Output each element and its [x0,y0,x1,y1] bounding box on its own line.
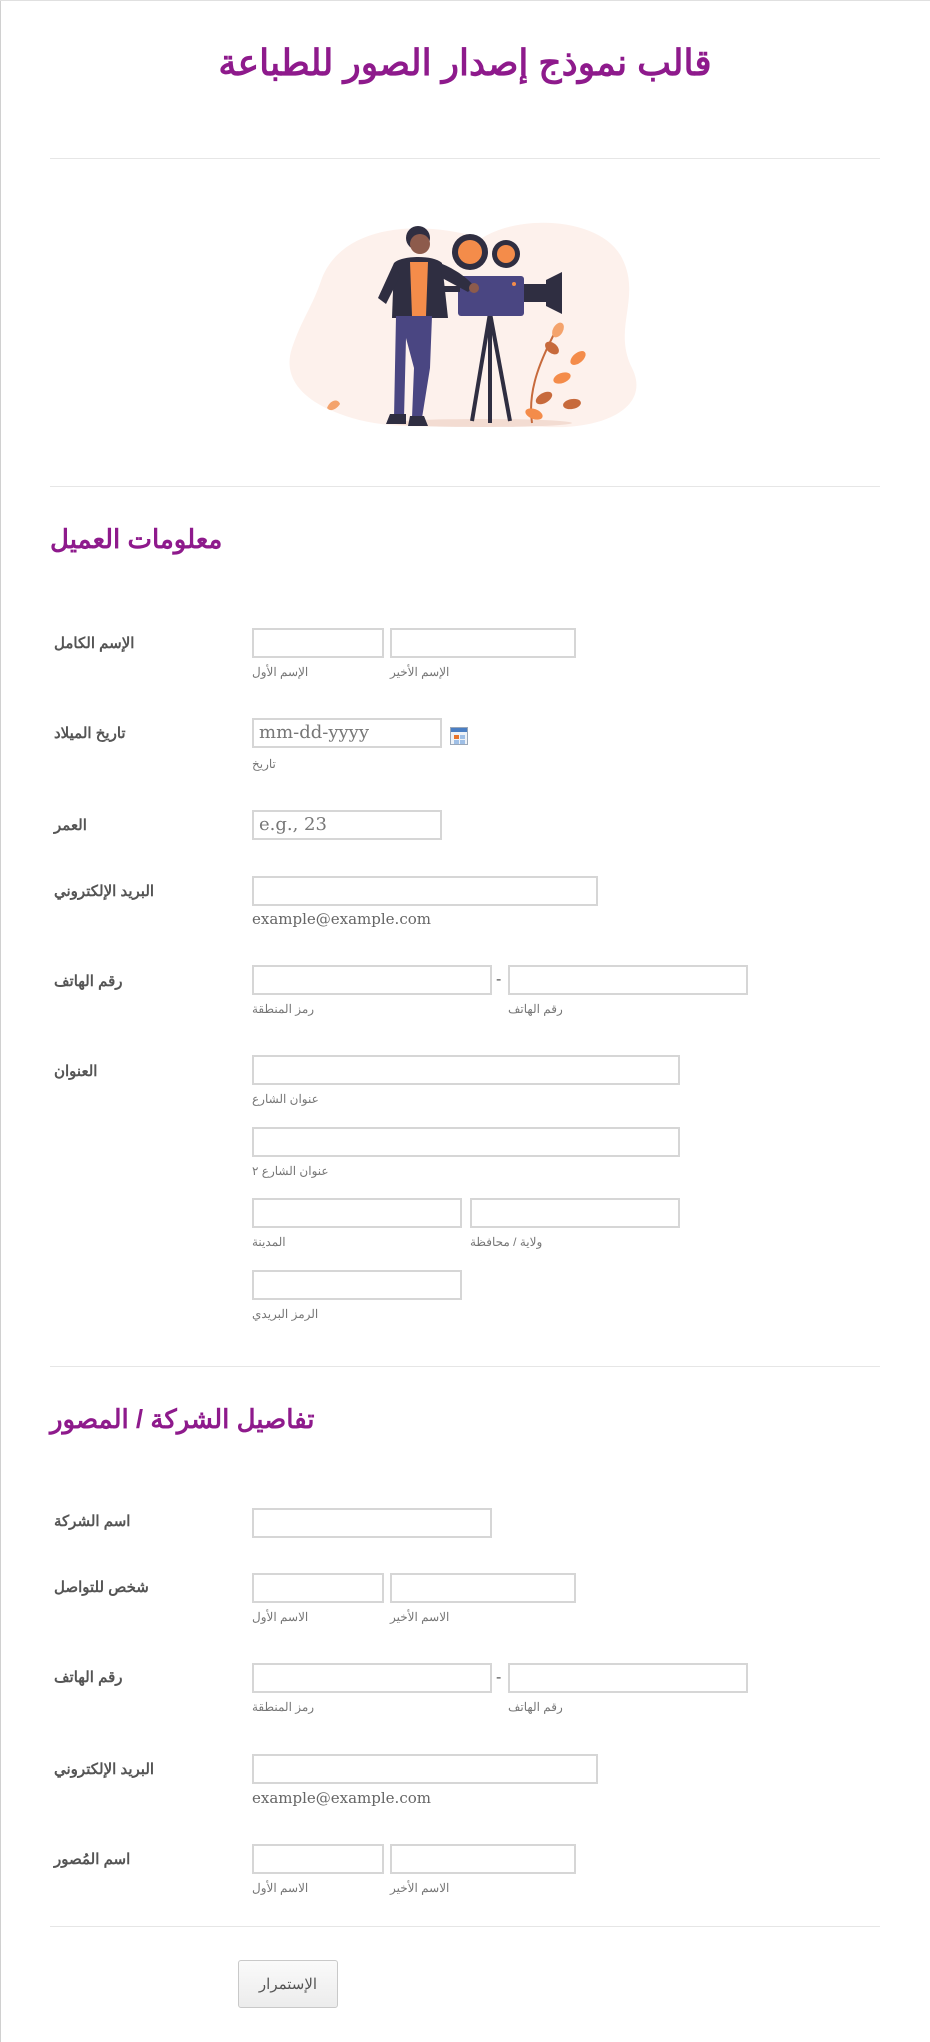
last-name-sublabel: الإسم الأخير [390,665,450,679]
photographer-first-sublabel: الاسم الأول [252,1881,309,1895]
company-email-label: البريد الإلكتروني [54,1761,155,1778]
calendar-icon[interactable] [450,727,468,745]
company-phone-separator: - [496,1669,502,1686]
company-phone-label: رقم الهاتف [54,1669,123,1686]
section-divider [50,1366,880,1367]
phone-number-input[interactable] [508,965,748,995]
street-sublabel: عنوان الشارع [252,1092,319,1106]
email-hint: example@example.com [252,910,431,928]
contact-label: شخص للتواصل [54,1579,149,1596]
birth-date-sublabel: تاريخ [252,757,276,771]
contact-first-input[interactable] [252,1573,384,1603]
street2-input[interactable] [252,1127,680,1157]
contact-first-sublabel: الاسم الأول [252,1610,309,1624]
birth-date-label: تاريخ الميلاد [54,725,126,742]
contact-last-sublabel: الاسم الأخير [390,1610,450,1624]
header-divider [50,158,880,159]
company-section-title: تفاصيل الشركة / المصور [50,1404,315,1434]
email-label: البريد الإلكتروني [54,883,155,900]
zip-input[interactable] [252,1270,462,1300]
email-input[interactable] [252,876,598,906]
first-name-sublabel: الإسم الأول [252,665,309,679]
contact-last-input[interactable] [390,1573,576,1603]
client-section-title: معلومات العميل [50,524,223,554]
full-name-label: الإسم الكامل [54,635,135,652]
birth-date-input[interactable]: mm-dd-yyyy [252,718,442,748]
first-name-input[interactable] [252,628,384,658]
last-name-input[interactable] [390,628,576,658]
photographer-first-input[interactable] [252,1844,384,1874]
age-input[interactable]: e.g., 23 [252,810,442,840]
state-input[interactable] [470,1198,680,1228]
company-name-input[interactable] [252,1508,492,1538]
state-sublabel: ولاية / محافظة [470,1235,543,1249]
phone-number-sublabel: رقم الهاتف [508,1002,563,1016]
photographer-last-sublabel: الاسم الأخير [390,1881,450,1895]
phone-separator: - [496,971,502,988]
company-phone-number-sublabel: رقم الهاتف [508,1700,563,1714]
company-name-label: اسم الشركة [54,1513,131,1530]
page-frame-left [0,0,1,2042]
company-email-input[interactable] [252,1754,598,1784]
company-area-code-input[interactable] [252,1663,492,1693]
address-label: العنوان [54,1063,98,1080]
area-code-sublabel: رمز المنطقة [252,1002,315,1016]
footer-divider [50,1926,880,1927]
photographer-last-input[interactable] [390,1844,576,1874]
photographer-label: اسم المُصور [54,1851,131,1868]
illustration-divider [50,486,880,487]
area-code-input[interactable] [252,965,492,995]
photographer-illustration [282,218,702,438]
phone-label: رقم الهاتف [54,973,123,990]
city-input[interactable] [252,1198,462,1228]
city-sublabel: المدينة [252,1235,286,1249]
street2-sublabel: عنوان الشارع ٢ [252,1164,329,1178]
page-frame-top [0,0,930,1]
age-label: العمر [54,817,87,834]
company-phone-number-input[interactable] [508,1663,748,1693]
continue-button[interactable]: الإستمرار [238,1960,338,2008]
zip-sublabel: الرمز البريدي [252,1307,319,1321]
company-email-hint: example@example.com [252,1789,431,1807]
company-area-code-sublabel: رمز المنطقة [252,1700,315,1714]
form-title: قالب نموذج إصدار الصور للطباعة [218,42,712,83]
street-input[interactable] [252,1055,680,1085]
